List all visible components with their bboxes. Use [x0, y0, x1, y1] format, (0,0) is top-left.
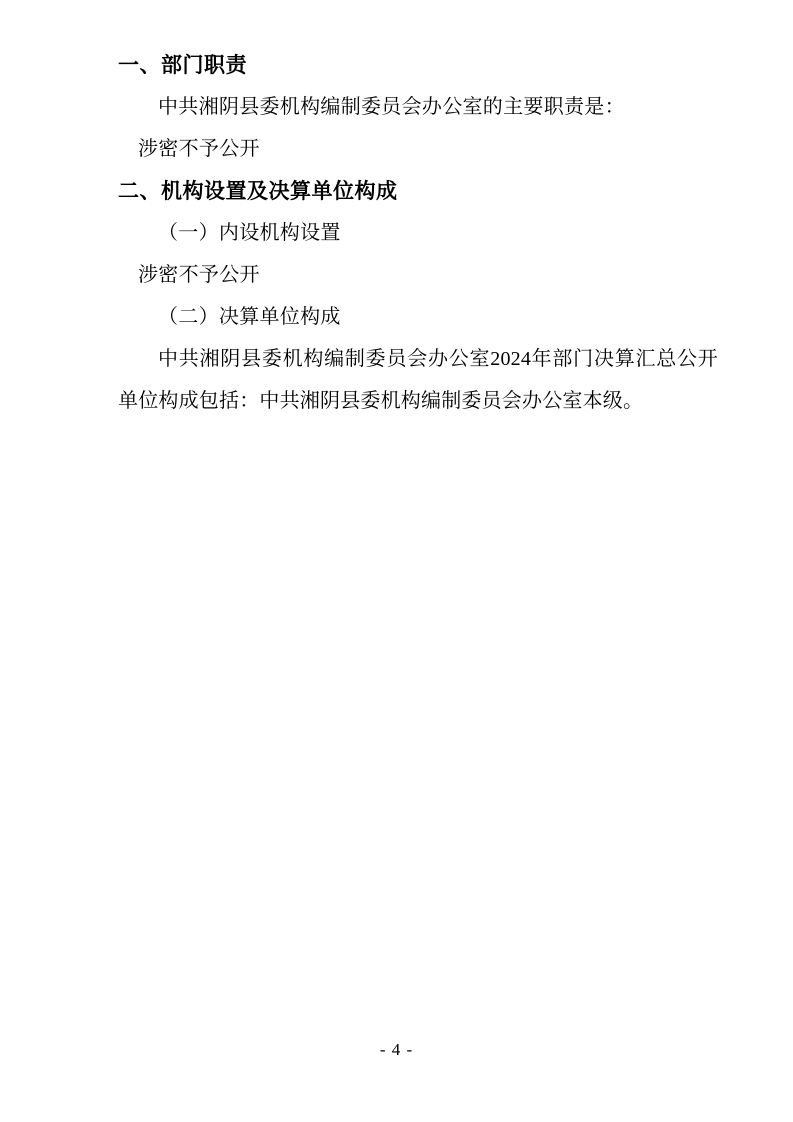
subsection-one-body: 涉密不予公开	[138, 264, 260, 286]
document-body	[118, 44, 718, 422]
subsection-title-one: （一）内设机构设置	[158, 222, 341, 244]
section-heading-one: 一、部门职责	[118, 52, 247, 77]
section-one-paragraph-2: 涉密不予公开	[138, 138, 260, 160]
section-heading-two: 二、机构设置及决算单位构成	[118, 178, 398, 203]
subsection-title-two: （二）决算单位构成	[158, 306, 341, 328]
section-one-paragraph-1: 中共湘阴县委机构编制委员会办公室的主要职责是：	[158, 96, 625, 118]
page-number: - 4 -	[379, 1040, 414, 1059]
subsection-two-body: 中共湘阴县委机构编制委员会办公室2024年部门决算汇总公开单位构成包括：中共湘阴县委机构编制委员会办公室本级。	[118, 348, 718, 412]
